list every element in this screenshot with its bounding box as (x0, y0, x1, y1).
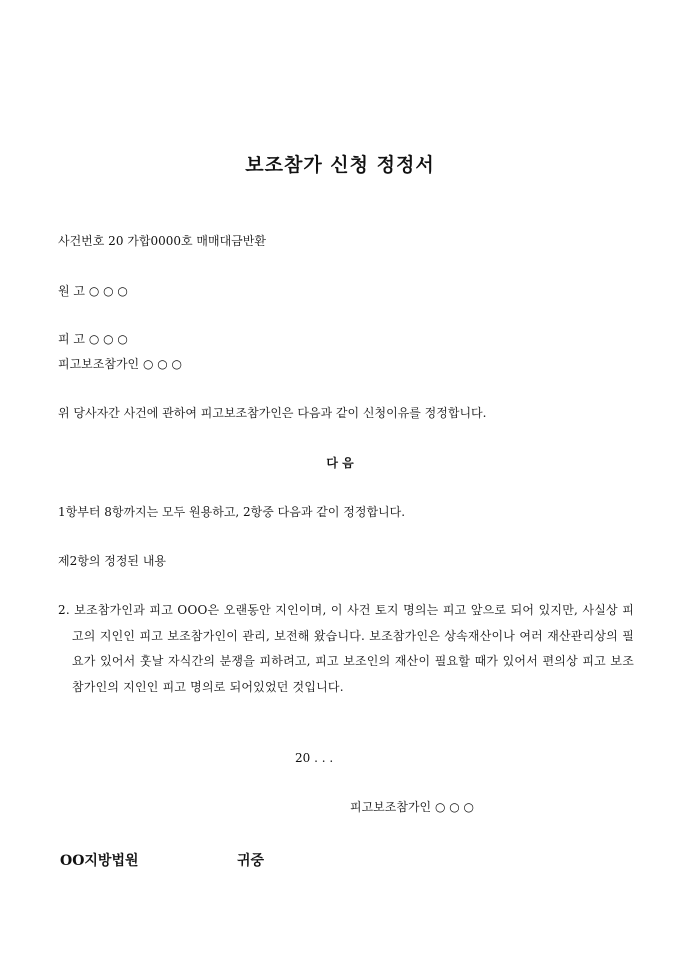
document-title: 보조참가 신청 정정서 (245, 154, 435, 176)
section-heading: 다 음 (326, 456, 354, 470)
corrected-content-paragraph: 2. 보조참가인과 피고 OOO은 오랜동안 지인이며, 이 사건 토지 명의는 피고 앞으로 되어 있지만, 사실상 피고의 지인인 피고 보조참가인이 관리, 보전해 왔습니다. 보조참가인은 상속재산이나 여러 재산관리상의 필요가 있어서 훗날 자식간의 분쟁을 피하려고, 피고 보조인의 재산이 필요할 때가 있어서 편의상 피고 보조참가인의 지인인 피고 명의로 되어있었던 것입니다. (58, 603, 634, 694)
defendant-line: 피 고 ○ ○ ○ (58, 332, 128, 346)
court-name: OO지방법원 (60, 853, 139, 869)
case-number-line: 사건번호 20 가합0000호 매매대금반환 (58, 234, 266, 248)
intervenor-line: 피고보조참가인 ○ ○ ○ (58, 357, 183, 371)
date-line: 20 . . . (295, 751, 334, 765)
plaintiff-line: 원 고 ○ ○ ○ (58, 284, 128, 298)
item-2-title: 제2항의 정정된 내용 (58, 554, 167, 568)
addressee: 귀중 (237, 853, 265, 869)
item-1-text: 1항부터 8항까지는 모두 원용하고, 2항중 다음과 같이 정정합니다. (58, 505, 406, 519)
signer-line: 피고보조참가인 ○ ○ ○ (350, 800, 475, 814)
intro-statement: 위 당사자간 사건에 관하여 피고보조참가인은 다음과 같이 신청이유를 정정합니다. (58, 406, 487, 420)
